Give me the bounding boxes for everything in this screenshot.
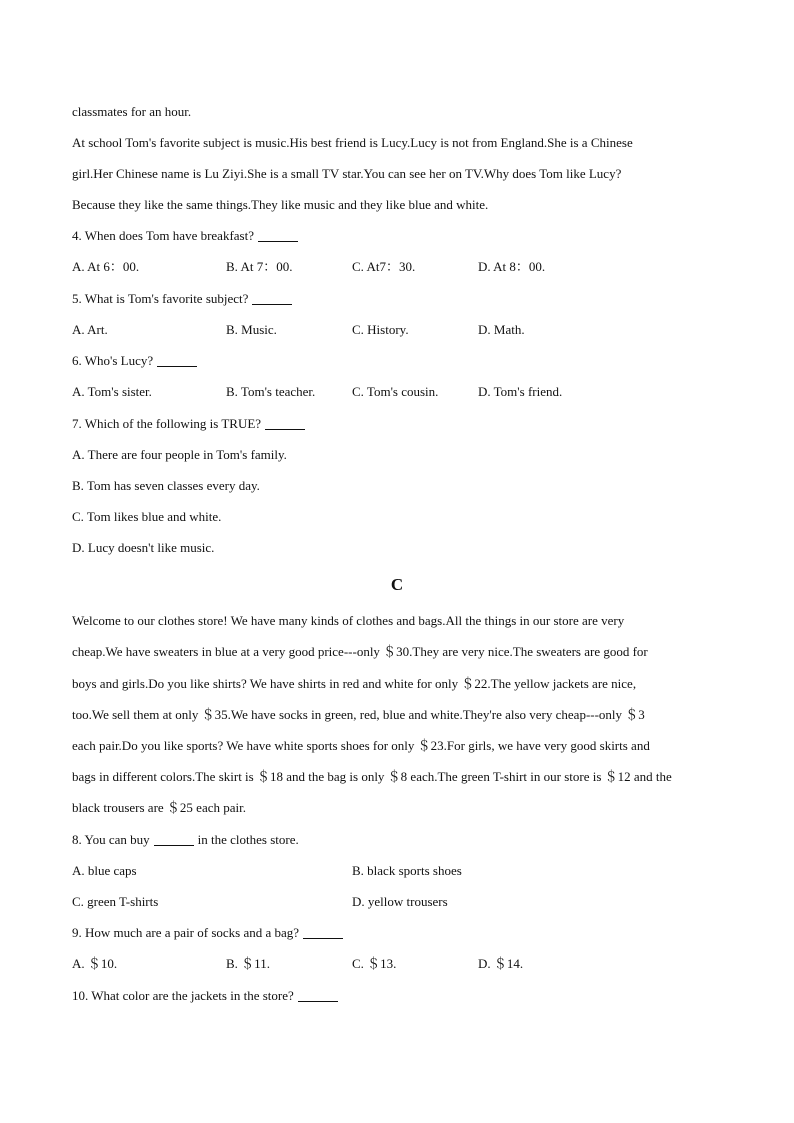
answer-blank (298, 989, 338, 1002)
option-a: A. ＄10. (72, 956, 118, 971)
passage-line: Because they like the same things.They like music and they like blue and white. (72, 197, 489, 212)
section-title: C (390, 575, 404, 594)
answer-blank (154, 833, 194, 846)
option-c: C. History. (352, 322, 409, 337)
option-b: B. ＄11. (226, 956, 270, 971)
option-a: A. Art. (72, 322, 108, 337)
question-10 (72, 988, 338, 1004)
option-a: A. blue caps (72, 863, 137, 878)
question-text: 8. You can buy (72, 832, 150, 847)
answer-blank (303, 926, 343, 939)
question-4 (72, 228, 298, 244)
passage-line: classmates for an hour. (72, 104, 192, 119)
answer-blank (265, 417, 305, 430)
question-5 (72, 291, 292, 307)
option-b: B. Music. (226, 322, 277, 337)
option-a: A. At 6：00. (72, 259, 140, 274)
question-6 (72, 353, 197, 369)
question-text: 4. When does Tom have breakfast? (72, 228, 254, 243)
option-d: D. Math. (478, 322, 525, 337)
passage-line: too.We sell them at only ＄35.We have socks in green, red, blue and white.They're also very cheap---only ＄3 (72, 707, 645, 722)
passage-line: bags in different colors.The skirt is ＄18 and the bag is only ＄8 each.The green T-shirt in our store is ＄12 and the (72, 769, 672, 784)
question-text: 6. Who's Lucy? (72, 353, 154, 368)
option-c: C. Tom likes blue and white. (72, 509, 222, 524)
option-b: B. Tom has seven classes every day. (72, 478, 260, 493)
option-d: D. Tom's friend. (478, 384, 563, 399)
passage-line: black trousers are ＄25 each pair. (72, 800, 246, 815)
option-a: A. Tom's sister. (72, 384, 152, 399)
option-b: B. Tom's teacher. (226, 384, 316, 399)
passage-line: Welcome to our clothes store! We have many kinds of clothes and bags.All the things in our store are very (72, 613, 625, 628)
passage-line: cheap.We have sweaters in blue at a very good price---only ＄30.They are very nice.The sweaters are good for (72, 644, 648, 659)
question-8 (72, 832, 299, 848)
passage-line: each pair.Do you like sports? We have white sports shoes for only ＄23.For girls, we have very good skirts and (72, 738, 650, 753)
option-c: C. ＄13. (352, 956, 397, 971)
passage-line: boys and girls.Do you like shirts? We have shirts in red and white for only ＄22.The yellow jackets are nice, (72, 676, 637, 691)
option-a: A. There are four people in Tom's family. (72, 447, 287, 462)
option-b: B. black sports shoes (352, 863, 462, 878)
question-text: 9. How much are a pair of socks and a bag? (72, 925, 300, 940)
passage-line: girl.Her Chinese name is Lu Ziyi.She is a small TV star.You can see her on TV.Why does Tom like Lucy? (72, 166, 622, 181)
option-d: D. Lucy doesn't like music. (72, 540, 215, 555)
answer-blank (252, 292, 292, 305)
option-d: D. At 8：00. (478, 259, 546, 274)
option-b: B. At 7：00. (226, 259, 293, 274)
option-c: C. green T-shirts (72, 894, 159, 909)
answer-blank (157, 354, 197, 367)
question-7 (72, 416, 305, 432)
question-text: 10. What color are the jackets in the store? (72, 988, 294, 1003)
option-d: D. ＄14. (478, 956, 524, 971)
option-c: C. Tom's cousin. (352, 384, 439, 399)
question-9 (72, 925, 343, 941)
option-d: D. yellow trousers (352, 894, 448, 909)
answer-blank (258, 229, 298, 242)
option-c: C. At7：30. (352, 259, 416, 274)
question-text-suffix: in the clothes store. (197, 832, 299, 847)
passage-line: At school Tom's favorite subject is music.His best friend is Lucy.Lucy is not from England.She is a Chinese (72, 135, 633, 150)
question-text: 5. What is Tom's favorite subject? (72, 291, 249, 306)
question-text: 7. Which of the following is TRUE? (72, 416, 262, 431)
